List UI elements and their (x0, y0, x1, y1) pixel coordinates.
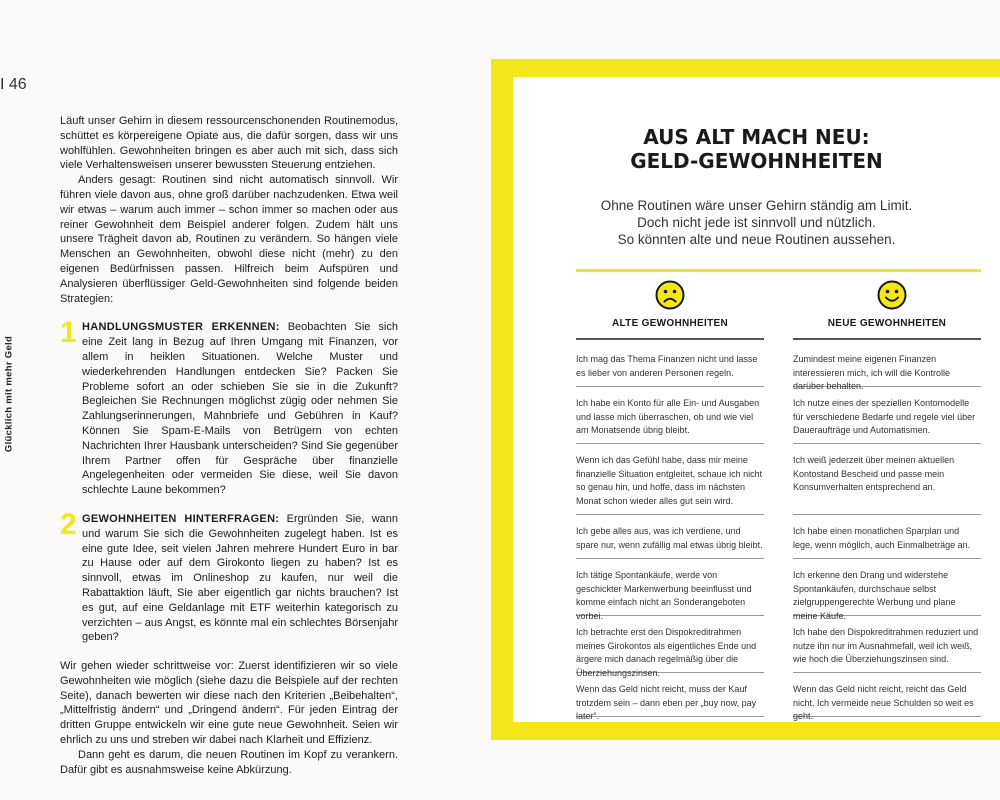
strategy-heading-2: GEWOHNHEITEN HINTERFRAGEN: (82, 512, 280, 525)
old-habit-7: Wenn das Geld nicht reicht, muss der Kauf trotzdem sein – dann eben per „buy now, pay later“. (576, 677, 764, 717)
paragraph-1: Läuft unser Gehirn in diesem ressourcenschonenden Routinemodus, schüttet es körpereigene Opiate aus, die dafür sorgen, dass wir uns wohlfühlen. Gewohnheiten bringen es aber auch mit sich, dass sich viele Verhaltensweisen unserer bewussten Steuerung entziehen. (60, 115, 398, 172)
running-title-text: Glücklich mit mehr Geld (3, 335, 15, 453)
strategy-number-1: 1 (60, 316, 77, 350)
strategy-text-2: Ergründen Sie, wann und warum Sie sich die Gewohnheiten zugelegt haben. Ist es eine gute Idee, seit vielen Jahren mehrere Hundert Euro in bar zu Hause oder auf dem Girokonto liegen zu haben? Ist es sinnvoll, etwas im Onlineshop zu kaufen, nur weil die Rabattaktion läuft, Sie aber eigentlich gar nichts brauchen? Ist es gut, auf eine Geldanlage mit ETF weiterhin kategorisch zu verzichten – aus Angst, es könnte mal ein schlechtes Börsenjahr geben? (82, 512, 398, 644)
sad-face-icon (655, 280, 685, 310)
column-header-new: NEUE GEWOHNHEITEN (827, 318, 947, 329)
running-title (1, 330, 17, 458)
yellow-panel (491, 59, 1000, 740)
old-habit-4: Ich gebe alles aus, was ich verdiene, und spare nur, wenn zufällig mal etwas übrig bleibt. (576, 519, 764, 559)
new-habit-6: Ich habe den Dispokreditrahmen reduziert und nutze ihn nur im Ausnahmefall, weil ich weiß, wie hoch die Überziehungszinsen sind. (793, 620, 981, 673)
page-number: I 46 (0, 76, 27, 93)
box-intro-line-1: Ohne Routinen wäre unser Gehirn ständig am Limit. (600, 198, 913, 213)
strategy-text-1: Beobachten Sie sich eine Zeit lang in Bezug auf Ihren Umgang mit Finanzen, vor allem in heiklen Situationen. Welche Muster und wiederkehrenden Handlungen entdecken Sie? Packen Sie Probleme sofort an oder schieben Sie sie in die Zukunft? Begleichen Sie Rechnungen möglichst zügig oder nehmen Sie Zahlungserinnerungen, Mahnbriefe und Gebühren in Kauf? Können Sie Spam-E-Mails von Betrügern von echten Nachrichten Ihrer Hausbank unterscheiden? Sind Sie gegenüber Ihrem Partner offen für Gespräche über finanzielle Angelegenheiten oder vermeiden Sie diese, weil Sie davon schlechte Laune bekommen? (82, 321, 398, 497)
box-title-line-2: GELD-GEWOHNHEITEN (630, 149, 883, 173)
body-text (60, 114, 398, 777)
strategy-1 (60, 316, 398, 498)
paragraph-2: Anders gesagt: Routinen sind nicht automatisch sinnvoll. Wir führen viele davon aus, ohne groß darüber nachzudenken. Etwa weil wir etwas – warum auch immer – schon immer so machen oder aus reiner Gewohnheit dem Beispiel anderer folgen. Zudem hält uns unsere Trägheit davon ab, Routinen zu verändern. So hängen viele Menschen an Gewohnheiten, obwohl diese nicht (mehr) zu den eigenen Bedürfnissen passen. Hilfreich beim Aufspüren und Analysieren überflüssiger Geld-Gewohnheiten sind folgende beiden Strategien: (60, 174, 398, 305)
paragraph-4: Dann geht es darum, die neuen Routinen im Kopf zu verankern. Dafür gibt es ausnahmsweise keine Abkürzung. (60, 748, 398, 776)
box-intro-line-3: So könnten alte und neue Routinen aussehen. (617, 232, 896, 247)
column-header-old: ALTE GEWOHNHEITEN (611, 318, 729, 329)
old-habit-2: Ich habe ein Konto für alle Ein- und Ausgaben und lasse mich überraschen, ob und wie viel am Monatsende übrig bleibt. (576, 391, 764, 444)
new-habit-3: Ich weiß jederzeit über meinen aktuellen Kontostand Bescheid und passe mein Konsumverhalten entsprechend an. (793, 448, 981, 515)
box-title (513, 125, 1000, 173)
paragraph-3: Wir gehen wieder schrittweise vor: Zuerst identifizieren wir so viele Gewohnheiten wie möglich (siehe dazu die Beispiele auf der rechten Seite), danach bewerten wir diese nach den Kriterien „Beibehalten“, „Mittelfristig ändern“ und „Dringend ändern“. Für jeden Eintrag der dritten Gruppe entwickeln wir eine gute neue Gewohnheit. Seien wir ehrlich zu uns und streben wir dabei nach Klarheit und Effizienz. (60, 660, 398, 747)
column-rule-old (576, 338, 764, 340)
new-habit-1: Zumindest meine eigenen Finanzen interessieren mich, ich will die Kontrolle darüber behalten. (793, 347, 981, 387)
new-habit-5: Ich erkenne den Drang und widerstehe Spontankäufen, durchschaue selbst zielgruppengerechte Werbung und plane meine Käufe. (793, 563, 981, 616)
old-habit-5: Ich tätige Spontankäufe, werde von geschickter Markenwerbung beeinflusst und komme einfach nicht an Sonderangeboten vorbei. (576, 563, 764, 616)
new-habit-7: Wenn das Geld nicht reicht, reicht das Geld nicht. Ich vermeide neue Schulden so weit es geht. (793, 677, 981, 717)
box-title-line-1: AUS ALT MACH NEU: (643, 125, 870, 149)
new-habit-4: Ich habe einen monatlichen Sparplan und lege, wenn möglich, auch Einmalbeträge an. (793, 519, 981, 559)
new-habit-2: Ich nutze eines der speziellen Kontomodelle für verschiedene Bedarfe und regele viel über Daueraufträge und Automatismen. (793, 391, 981, 444)
box-intro (513, 197, 1000, 248)
strategy-number-2: 2 (60, 507, 77, 541)
strategy-2 (60, 507, 398, 645)
old-habit-3: Wenn ich das Gefühl habe, dass mir meine finanzielle Situation entgleitet, schaue ich nicht so genau hin, und hoffe, dass im nächsten Monat schon wieder alles gut sein wird. (576, 448, 764, 515)
old-habit-6: Ich betrachte erst den Dispokreditrahmen meines Girokontos als eigentliches Ende und ärgere mich danach regelmäßig über die Überziehungszinsen. (576, 620, 764, 673)
habits-box (513, 77, 1000, 722)
yellow-divider (576, 269, 981, 272)
old-habit-1: Ich mag das Thema Finanzen nicht und lasse es lieber von anderen Personen regeln. (576, 347, 764, 387)
strategy-heading-1: HANDLUNGSMUSTER ERKENNEN: (82, 321, 280, 334)
happy-face-icon (877, 280, 907, 310)
column-rule-new (793, 338, 981, 340)
box-intro-line-2: Doch nicht jede ist sinnvoll und nützlich. (637, 215, 876, 230)
